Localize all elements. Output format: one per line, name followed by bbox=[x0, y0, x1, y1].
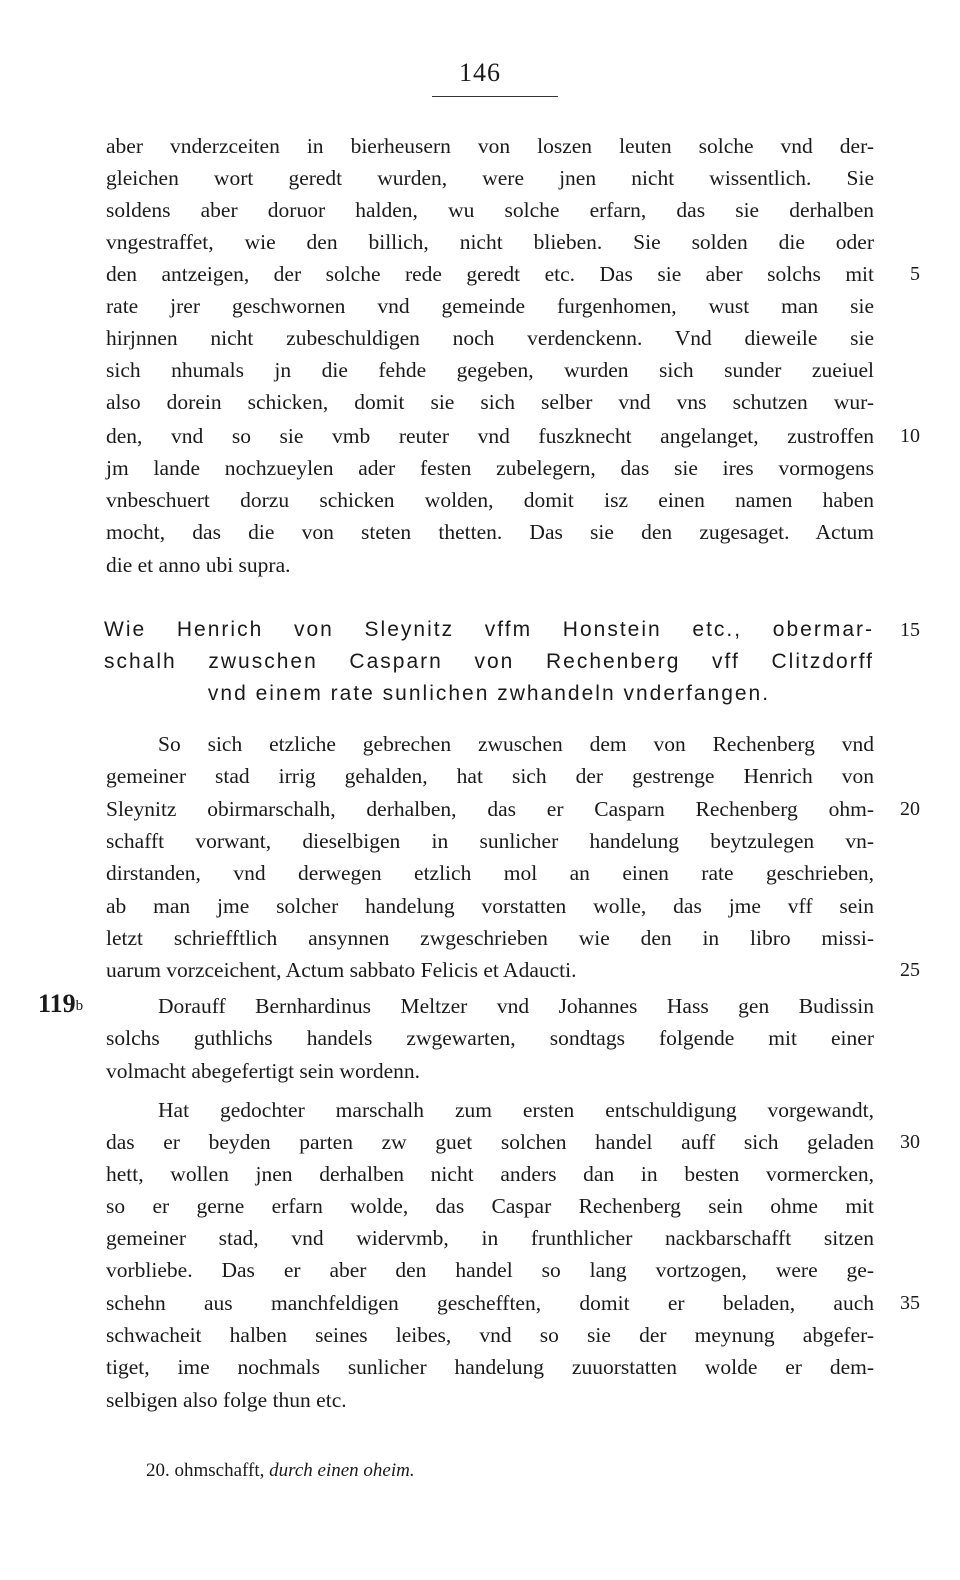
text-line: den, vnd so sie vmb reuter vnd fuszknecht angelanget, zustroffen bbox=[106, 424, 874, 448]
folio-marker bbox=[38, 988, 83, 1020]
text-line: dirstanden, vnd derwegen etzlich mol an einen rate geschrieben, bbox=[106, 861, 874, 885]
text-line: gemeiner stad irrig gehalden, hat sich der gestrenge Henrich von bbox=[106, 764, 874, 788]
folio-side: b bbox=[75, 998, 84, 1014]
text-line: Dorauff Bernhardinus Meltzer vnd Johannes Hass gen Budissin bbox=[158, 994, 874, 1018]
text-line: Sleynitz obirmarschalh, derhalben, das er Casparn Rechenberg ohm- bbox=[106, 797, 874, 821]
line-number: 35 bbox=[900, 1292, 920, 1314]
line-number: 20 bbox=[900, 798, 920, 820]
line-number: 5 bbox=[910, 263, 920, 285]
text-line: gleichen wort geredt wurden, were jnen nicht wissentlich. Sie bbox=[106, 166, 874, 190]
text-line: schwacheit halben seines leibes, vnd so sie der meynung abgefer- bbox=[106, 1323, 874, 1347]
text-line: hirjnnen nicht zubeschuldigen noch verdenckenn. Vnd dieweile sie bbox=[106, 326, 874, 350]
text-line: aber vnderzceiten in bierheusern von loszen leuten solche vnd der- bbox=[106, 134, 874, 158]
text-line: so er gerne erfarn wolde, das Caspar Rechenberg sein ohme mit bbox=[106, 1194, 874, 1218]
text-line: rate jrer geschwornen vnd gemeinde furgenhomen, wust man sie bbox=[106, 294, 874, 318]
text-line: sich nhumals jn die fehde gegeben, wurden sich sunder zueiuel bbox=[106, 358, 874, 382]
text-line: also dorein schicken, domit sie sich selber vnd vns schutzen wur- bbox=[106, 390, 874, 414]
footnote bbox=[146, 1456, 415, 1486]
text-line: schehn aus manchfeldigen geschefften, domit er beladen, auch bbox=[106, 1291, 874, 1315]
heading-line: schalh zwuschen Casparn von Rechenberg vff Clitzdorff bbox=[104, 650, 874, 673]
text-line: tiget, ime nochmals sunlicher handelung zuuorstatten wolde er dem- bbox=[106, 1355, 874, 1379]
text-line: So sich etzliche gebrechen zwuschen dem von Rechenberg vnd bbox=[158, 732, 874, 756]
text-line: hett, wollen jnen derhalben nicht anders dan in besten vormercken, bbox=[106, 1162, 874, 1186]
text-line: den antzeigen, der solche rede geredt etc. Das sie aber solchs mit bbox=[106, 262, 874, 286]
text-line: schafft vorwant, dieselbigen in sunlicher handelung beytzulegen vn- bbox=[106, 829, 874, 853]
text-line: solchs guthlichs handels zwgewarten, sondtags folgende mit einer bbox=[106, 1026, 874, 1050]
line-number: 25 bbox=[900, 959, 920, 981]
text-line: mocht, das die von steten thetten. Das sie den zugesaget. Actum bbox=[106, 520, 874, 544]
text-line: ab man jme solcher handelung vorstatten wolle, das jme vff sein bbox=[106, 894, 874, 918]
text-line: selbigen also folge thun etc. bbox=[106, 1388, 347, 1412]
text-line: jm lande nochzueylen ader festen zubelegern, das sie ires vormogens bbox=[106, 456, 874, 480]
footnote-gloss: durch einen oheim. bbox=[269, 1460, 415, 1481]
text-line: uarum vorzceichent, Actum sabbato Felicis et Adaucti. bbox=[106, 958, 577, 982]
footnote-word: ohmschafft, bbox=[174, 1460, 265, 1481]
line-number: 10 bbox=[900, 425, 920, 447]
text-line: letzt schriefftlich ansynnen zwgeschrieben wie den in libro missi- bbox=[106, 926, 874, 950]
heading-line: Wie Henrich von Sleynitz vffm Honstein etc., obermar- bbox=[104, 618, 874, 641]
text-line: das er beyden parten zw guet solchen handel auff sich geladen bbox=[106, 1130, 874, 1154]
header-rule bbox=[432, 96, 558, 97]
text-line: vnbeschuert dorzu schicken wolden, domit isz einen namen haben bbox=[106, 488, 874, 512]
line-number: 30 bbox=[900, 1131, 920, 1153]
text-line: vorbliebe. Das er aber den handel so lang vortzogen, were ge- bbox=[106, 1258, 874, 1282]
text-line: gemeiner stad, vnd widervmb, in frunthlicher nackbarschafft sitzen bbox=[106, 1226, 874, 1250]
text-line: die et anno ubi supra. bbox=[106, 553, 291, 577]
text-line: vngestraffet, wie den billich, nicht blieben. Sie solden die oder bbox=[106, 230, 874, 254]
text-line: soldens aber doruor halden, wu solche erfarn, das sie derhalben bbox=[106, 198, 874, 222]
line-number: 15 bbox=[900, 619, 920, 641]
folio-number: 119 bbox=[38, 989, 76, 1018]
heading-line: vnd einem rate sunlichen zwhandeln vnderfangen. bbox=[207, 682, 771, 705]
text-line: volmacht abegefertigt sein wordenn. bbox=[106, 1059, 421, 1083]
text-line: Hat gedochter marschalh zum ersten entschuldigung vorgewandt, bbox=[158, 1098, 874, 1122]
footnote-number: 20. bbox=[146, 1460, 170, 1481]
page-number: 146 bbox=[459, 58, 501, 87]
